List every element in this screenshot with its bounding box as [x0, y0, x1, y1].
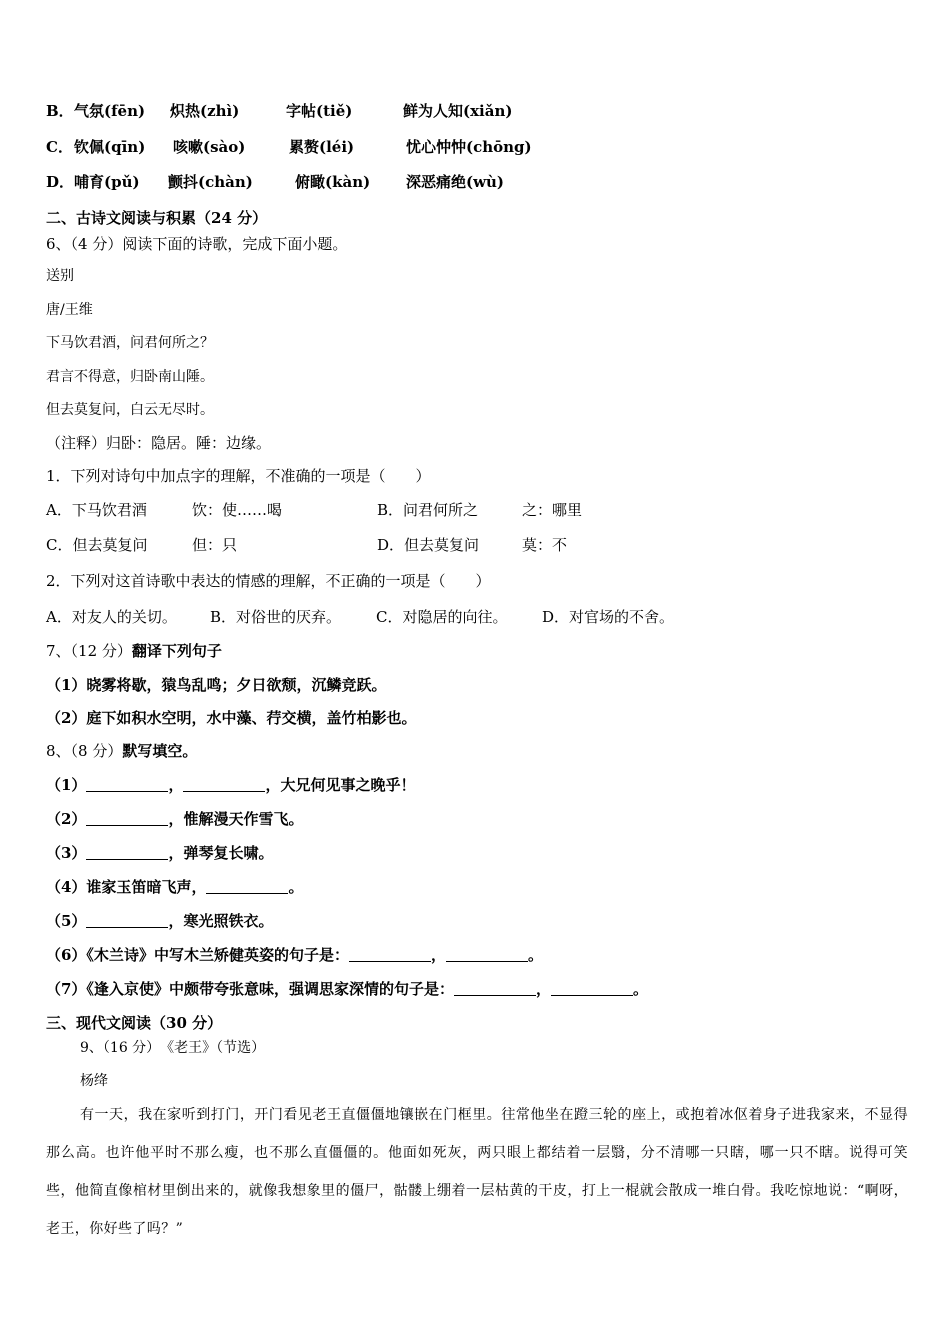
option-item: 累赘(léi) [289, 138, 355, 156]
section-3-title: 三、现代文阅读（30 分） [46, 1014, 223, 1032]
q8-title: 默写填空。 [122, 742, 198, 760]
q8-item-1 [46, 775, 415, 795]
q8-item-5 [46, 911, 273, 931]
item-text: 。 [632, 980, 648, 998]
option-item: 忧心忡忡(chōng) [406, 138, 532, 156]
option-item: 颤抖(chàn) [168, 173, 253, 191]
option-letter: C． [46, 138, 73, 156]
q9-heading: 9、（16 分） 《老王》（节选） [80, 1040, 266, 1056]
option-letter: B． [46, 102, 74, 120]
q6-intro: 6、（4 分）阅读下面的诗歌，完成下面小题。 [46, 235, 348, 253]
item-text: （6）《木兰诗》中写木兰矫健英姿的句子是： [46, 946, 349, 964]
option-item: 俯瞰(kàn) [295, 173, 371, 191]
q7-title: 翻译下列句子 [131, 642, 222, 660]
q7-heading [46, 641, 222, 661]
poem-note: （注释）归卧：隐居。陲：边缘。 [46, 434, 272, 452]
option-label: B．问君何所之 [377, 501, 479, 519]
q7-item: （2）庭下如积水空明，水中藻、荇交横，盖竹柏影也。 [46, 709, 417, 727]
q8-item-6 [46, 945, 543, 965]
option-label: A．下马饮君酒 [46, 501, 147, 519]
item-text: ，大兄何见事之晚乎！ [265, 776, 416, 794]
option-item: 咳嗽(sào) [173, 138, 246, 156]
option-label: D．但去莫复问 [377, 536, 480, 554]
option-meaning: 之：哪里 [522, 501, 583, 519]
answer-blank[interactable] [86, 845, 168, 860]
answer-blank[interactable] [86, 913, 168, 928]
answer-blank[interactable] [86, 811, 168, 826]
separator: ， [430, 946, 446, 964]
option-letter: D． [46, 173, 75, 191]
item-number: （3） [46, 844, 87, 862]
separator: ， [168, 776, 184, 794]
option-item: 字帖(tiě) [286, 102, 353, 120]
q7-prefix: 7、（12 分） [46, 642, 132, 660]
q8-item-7 [46, 979, 648, 999]
poem-author: 唐/王维 [46, 302, 93, 318]
poem-line: 下马饮君酒，问君何所之？ [46, 335, 214, 351]
item-text: （7）《逢入京使》中颇带夸张意味，强调思家深情的句子是： [46, 980, 454, 998]
passage-author: 杨绛 [80, 1073, 108, 1089]
option: C．对隐居的向往。 [376, 608, 508, 626]
option-item: 炽热(zhì) [170, 102, 240, 120]
option-meaning: 饮：使……喝 [192, 501, 283, 519]
option: D．对官场的不舍。 [542, 608, 675, 626]
q6-sub2-question: 2．下列对这首诗歌中表达的情感的理解，不正确的一项是（ ） [46, 572, 491, 590]
poem-title: 送别 [46, 268, 74, 284]
item-text: ，惟解漫天作雪飞。 [168, 810, 304, 828]
item-number: （5） [46, 912, 87, 930]
answer-blank[interactable] [454, 981, 536, 996]
item-text: 。 [288, 878, 304, 896]
option: B．对俗世的厌弃。 [210, 608, 342, 626]
option-item: 钦佩(qīn) [74, 138, 146, 156]
answer-blank[interactable] [446, 947, 528, 962]
poem-line: 君言不得意，归卧南山陲。 [46, 369, 214, 385]
section-2-title: 二、古诗文阅读与积累（24 分） [46, 209, 268, 227]
q8-prefix: 8、（8 分） [46, 742, 123, 760]
answer-blank[interactable] [206, 879, 288, 894]
option-item: 鲜为人知(xiǎn) [403, 102, 513, 120]
item-text: ，寒光照铁衣。 [168, 912, 274, 930]
option-item: 哺育(pǔ) [74, 173, 140, 191]
poem-line: 但去莫复问，白云无尽时。 [46, 402, 214, 418]
q8-heading [46, 741, 197, 761]
option: A．对友人的关切。 [46, 608, 177, 626]
q8-item-3 [46, 843, 273, 863]
q7-item: （1）晓雾将歇，猿鸟乱鸣；夕日欲颓，沉鳞竞跃。 [46, 676, 387, 694]
answer-blank[interactable] [349, 947, 431, 962]
answer-blank[interactable] [183, 777, 265, 792]
q8-item-4 [46, 877, 303, 897]
separator: ， [535, 980, 551, 998]
answer-blank[interactable] [551, 981, 633, 996]
option-meaning: 莫：不 [522, 536, 568, 554]
option-item: 深恶痛绝(wù) [406, 173, 505, 191]
option-meaning: 但：只 [192, 536, 238, 554]
item-text: ，弹琴复长啸。 [168, 844, 274, 862]
item-text: （4）谁家玉笛暗飞声， [46, 878, 207, 896]
passage-paragraph: 有一天，我在家听到打门，开门看见老王直僵僵地镶嵌在门框里。往常他坐在蹬三轮的座上，或抱着冰伛着身子进我家来，不显得那么高。也许他平时不那么瘦，也不那么直僵僵的。他面如死灰，两只眼上都结着一层翳，分不清哪一只瞎，哪一只不瞎。说得可笑些，他简直像棺材里倒出来的，就像我想象里的僵尸，骷髅上绷着一层枯黄的干皮，打上一棍就会散成一堆白骨。我吃惊地说：“啊呀，老王，你好些了吗？” [46, 1107, 908, 1237]
item-number: （2） [46, 810, 87, 828]
item-text: 。 [527, 946, 543, 964]
answer-blank[interactable] [86, 777, 168, 792]
option-label: C．但去莫复问 [46, 536, 148, 554]
option-item: 气氛(fēn) [74, 102, 146, 120]
q6-sub1-question: 1．下列对诗句中加点字的理解，不准确的一项是（ ） [46, 467, 431, 485]
item-number: （1） [46, 776, 87, 794]
q8-item-2 [46, 809, 303, 829]
